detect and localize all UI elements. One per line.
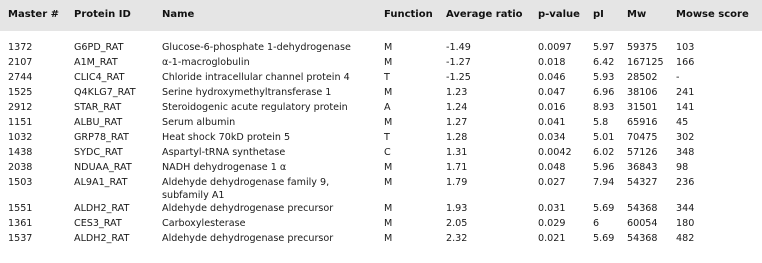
cell-average-ratio: -1.25 (446, 72, 471, 83)
cell-average-ratio: 2.05 (446, 218, 468, 229)
table-row (0, 177, 762, 203)
cell-mw: 167125 (627, 57, 664, 68)
cell-mowse-score: 98 (676, 162, 689, 173)
cell-p-value: 0.0042 (538, 147, 572, 158)
cell-name: NADH dehydrogenase 1 α (162, 162, 287, 173)
table-body (0, 42, 762, 248)
cell-pi: 8.93 (593, 102, 615, 113)
cell-function: C (384, 147, 391, 158)
cell-protein-id: ALDH2_RAT (74, 203, 130, 214)
cell-pi: 5.93 (593, 72, 615, 83)
cell-master: 1372 (8, 42, 33, 53)
cell-mowse-score: 241 (676, 87, 695, 98)
cell-average-ratio: 1.27 (446, 117, 468, 128)
cell-master: 2107 (8, 57, 33, 68)
cell-master: 1151 (8, 117, 33, 128)
header-spacer (0, 31, 762, 42)
cell-average-ratio: 2.32 (446, 233, 468, 244)
cell-average-ratio: 1.23 (446, 87, 468, 98)
cell-name: Aldehyde dehydrogenase precursor (162, 233, 334, 244)
cell-name: Serine hydroxymethyltransferase 1 (162, 87, 332, 98)
cell-mw: 65916 (627, 117, 658, 128)
cell-mw: 54368 (627, 233, 658, 244)
col-header-pi: pI (593, 9, 604, 20)
cell-name: α-1-macroglobulin (162, 57, 250, 68)
col-header-mowse-score: Mowse score (676, 9, 749, 20)
cell-master: 2912 (8, 102, 33, 113)
cell-protein-id: AL9A1_RAT (74, 177, 128, 188)
cell-function: M (384, 177, 393, 188)
cell-name: Steroidogenic acute regulatory protein (162, 102, 348, 113)
col-header-p-value: p-value (538, 9, 580, 20)
cell-mw: 59375 (627, 42, 658, 53)
cell-name-line-2: subfamily A1 (162, 189, 225, 201)
cell-average-ratio: -1.49 (446, 42, 471, 53)
table-row (0, 233, 762, 248)
cell-mw: 57126 (627, 147, 658, 158)
cell-mw: 36843 (627, 162, 658, 173)
cell-name: Aspartyl-tRNA synthetase (162, 147, 286, 158)
cell-mowse-score: 141 (676, 102, 695, 113)
cell-p-value: 0.021 (538, 233, 566, 244)
cell-p-value: 0.034 (538, 132, 566, 143)
cell-p-value: 0.041 (538, 117, 566, 128)
cell-pi: 7.94 (593, 177, 615, 188)
cell-average-ratio: 1.28 (446, 132, 468, 143)
table-row (0, 162, 762, 177)
cell-average-ratio: 1.71 (446, 162, 468, 173)
cell-mw: 70475 (627, 132, 658, 143)
cell-mw: 54327 (627, 177, 658, 188)
cell-master: 1438 (8, 147, 33, 158)
table-row (0, 147, 762, 162)
cell-average-ratio: 1.31 (446, 147, 468, 158)
cell-pi: 6.42 (593, 57, 615, 68)
cell-pi: 5.8 (593, 117, 609, 128)
table-header (0, 0, 762, 31)
cell-function: M (384, 203, 393, 214)
cell-p-value: 0.016 (538, 102, 566, 113)
cell-p-value: 0.046 (538, 72, 566, 83)
cell-protein-id: G6PD_RAT (74, 42, 124, 53)
cell-master: 1503 (8, 177, 33, 188)
cell-mowse-score: 103 (676, 42, 695, 53)
cell-average-ratio: -1.27 (446, 57, 471, 68)
col-header-protein-id: Protein ID (74, 9, 131, 20)
cell-pi: 5.97 (593, 42, 615, 53)
cell-protein-id: ALBU_RAT (74, 117, 123, 128)
cell-mowse-score: 236 (676, 177, 695, 188)
cell-p-value: 0.027 (538, 177, 566, 188)
col-header-average-ratio: Average ratio (446, 9, 523, 20)
cell-function: M (384, 218, 393, 229)
cell-function: M (384, 42, 393, 53)
cell-name: Chloride intracellular channel protein 4 (162, 72, 350, 83)
cell-pi: 5.96 (593, 162, 615, 173)
cell-function: A (384, 102, 391, 113)
cell-protein-id: GRP78_RAT (74, 132, 129, 143)
cell-function: M (384, 233, 393, 244)
cell-name: Serum albumin (162, 117, 236, 128)
cell-mowse-score: - (676, 72, 680, 83)
cell-mowse-score: 180 (676, 218, 695, 229)
cell-mw: 38106 (627, 87, 658, 98)
cell-pi: 5.69 (593, 233, 615, 244)
col-header-master: Master # (8, 9, 60, 20)
cell-protein-id: Q4KLG7_RAT (74, 87, 136, 98)
cell-name: Carboxylesterase (162, 218, 246, 229)
cell-p-value: 0.031 (538, 203, 566, 214)
cell-function: T (384, 132, 390, 143)
cell-mw: 54368 (627, 203, 658, 214)
cell-pi: 6.02 (593, 147, 615, 158)
table-row (0, 42, 762, 57)
table-row (0, 57, 762, 72)
cell-master: 1361 (8, 218, 33, 229)
cell-name: Heat shock 70kD protein 5 (162, 132, 291, 143)
cell-master: 1537 (8, 233, 33, 244)
cell-function: M (384, 87, 393, 98)
cell-protein-id: SYDC_RAT (74, 147, 123, 158)
cell-mw: 28502 (627, 72, 658, 83)
table-row (0, 117, 762, 132)
cell-p-value: 0.048 (538, 162, 566, 173)
cell-mw: 31501 (627, 102, 658, 113)
cell-master: 1032 (8, 132, 33, 143)
col-header-mw: Mw (627, 9, 647, 20)
cell-master: 2038 (8, 162, 33, 173)
cell-pi: 6 (593, 218, 600, 229)
cell-name: Aldehyde dehydrogenase precursor (162, 203, 334, 214)
table-row (0, 203, 762, 218)
col-header-function: Function (384, 9, 433, 20)
cell-mowse-score: 166 (676, 57, 695, 68)
cell-master: 1551 (8, 203, 33, 214)
cell-mowse-score: 344 (676, 203, 695, 214)
cell-p-value: 0.018 (538, 57, 566, 68)
table-row (0, 102, 762, 117)
cell-pi: 6.96 (593, 87, 615, 98)
cell-average-ratio: 1.93 (446, 203, 468, 214)
cell-protein-id: ALDH2_RAT (74, 233, 130, 244)
cell-name-line-1: Aldehyde dehydrogenase family 9, (162, 177, 330, 188)
cell-pi: 5.69 (593, 203, 615, 214)
cell-protein-id: A1M_RAT (74, 57, 118, 68)
table-row (0, 132, 762, 147)
cell-protein-id: CLIC4_RAT (74, 72, 125, 83)
cell-p-value: 0.0097 (538, 42, 572, 53)
cell-name: Glucose-6-phosphate 1-dehydrogenase (162, 42, 351, 53)
table-row (0, 87, 762, 102)
table-row (0, 72, 762, 87)
cell-function: M (384, 162, 393, 173)
cell-pi: 5.01 (593, 132, 615, 143)
cell-master: 2744 (8, 72, 33, 83)
cell-master: 1525 (8, 87, 33, 98)
cell-protein-id: NDUAA_RAT (74, 162, 132, 173)
cell-mowse-score: 302 (676, 132, 695, 143)
cell-mw: 60054 (627, 218, 658, 229)
cell-mowse-score: 45 (676, 117, 689, 128)
cell-protein-id: CES3_RAT (74, 218, 122, 229)
cell-mowse-score: 482 (676, 233, 695, 244)
cell-p-value: 0.047 (538, 87, 566, 98)
cell-average-ratio: 1.24 (446, 102, 468, 113)
col-header-name: Name (162, 9, 195, 20)
cell-mowse-score: 348 (676, 147, 695, 158)
cell-p-value: 0.029 (538, 218, 566, 229)
cell-function: M (384, 57, 393, 68)
cell-average-ratio: 1.79 (446, 177, 468, 188)
cell-name-multiline (162, 177, 329, 202)
table-row (0, 218, 762, 233)
cell-function: M (384, 117, 393, 128)
cell-function: T (384, 72, 390, 83)
cell-protein-id: STAR_RAT (74, 102, 122, 113)
